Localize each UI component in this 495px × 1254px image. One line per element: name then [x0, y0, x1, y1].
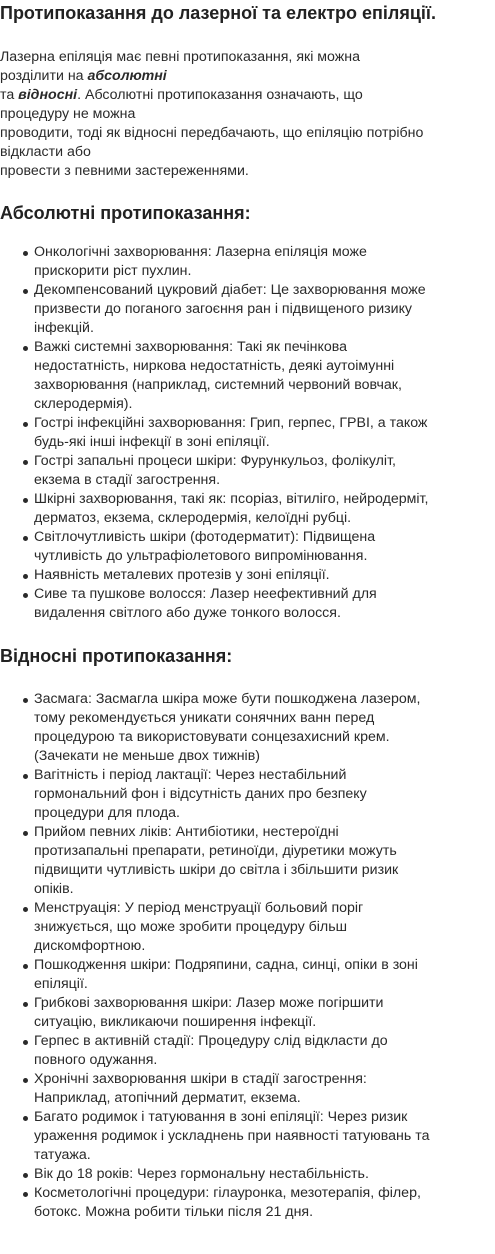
list-item-line: Грибкові захворювання шкіри: Лазер може погіршити: [34, 995, 384, 1011]
list-item-line: дискомфортною.: [34, 938, 146, 954]
bullet-icon: [23, 1192, 28, 1197]
bullet-icon: [23, 422, 28, 427]
list-item-line: Засмага: Засмагла шкіра може бути пошкоджена лазером,: [34, 691, 421, 707]
bullet-icon: [23, 1116, 28, 1121]
list-item: [34, 690, 495, 766]
list-item-line: Сиве та пушкове волосся: Лазер неефективний для: [34, 586, 377, 602]
list-item-line: Менструація: У період менструації больовий поріг: [34, 900, 364, 916]
list-item-line: знижується, що може зробити процедуру більш: [34, 919, 347, 935]
list-item-line: Гострі запальні процеси шкіри: Фурункульоз, фолікуліт,: [34, 453, 396, 469]
list-item-line: ботокс. Можна робити тільки після 21 дня.: [34, 1204, 314, 1220]
list-item: [34, 452, 495, 490]
list-item-line: Герпес в активній стадії: Процедуру слід відкласти до: [34, 1033, 388, 1049]
bullet-icon: [23, 1002, 28, 1007]
list-item-text: [34, 490, 495, 528]
bullet-icon: [23, 289, 28, 294]
list-item-line: недостатність, ниркова недостатність, деякі аутоімунні: [34, 358, 395, 374]
list-item-text: [34, 528, 495, 566]
intro-paragraph: [0, 48, 495, 181]
bullet-icon: [23, 831, 28, 836]
list-item: [34, 1184, 495, 1222]
list-item-line: Онкологічні захворювання: Лазерна епіляція може: [34, 244, 367, 260]
list-item-line: Хронічні захворювання шкіри в стадії загострення:: [34, 1071, 367, 1087]
list-item-text: [34, 1165, 495, 1184]
list-item-line: Вагітність і період лактації: Через нестабільний: [34, 767, 347, 783]
list-item-line: татуажа.: [34, 1147, 91, 1163]
list-item-text: [34, 766, 495, 823]
list-item-line: Косметологічні процедури: гілауронка, мезотерапія, філер,: [34, 1185, 421, 1201]
bullet-icon: [23, 1040, 28, 1045]
list-item-line: прискорити ріст пухлин.: [34, 263, 192, 279]
list-item-line: ситуацію, викликаючи поширення інфекції.: [34, 1014, 317, 1030]
list-item: [34, 528, 495, 566]
list-item-text: [34, 452, 495, 490]
intro-line: проводити, тоді як відносні передбачають, що епіляцію потрібно: [0, 125, 424, 141]
list-item-text: [34, 281, 495, 338]
bullet-icon: [23, 774, 28, 779]
list-item-text: [34, 243, 495, 281]
absolute-contraindications-heading: Абсолютні протипоказання:: [0, 203, 251, 223]
list-item-line: процедури для плода.: [34, 805, 180, 821]
bullet-icon: [23, 498, 28, 503]
list-item-line: повного одужання.: [34, 1052, 158, 1068]
list-item: [34, 1032, 495, 1070]
bullet-icon: [23, 574, 28, 579]
list-item: [34, 490, 495, 528]
list-item-line: епіляції.: [34, 976, 88, 992]
intro-line: провести з певними застереженнями.: [0, 163, 249, 179]
list-item: [34, 1070, 495, 1108]
bullet-icon: [23, 593, 28, 598]
bullet-icon: [23, 1078, 28, 1083]
list-item-text: [34, 585, 495, 623]
list-item: [34, 766, 495, 823]
list-item-line: протизапальні препарати, ретиноїди, діуретики можуть: [34, 843, 397, 859]
list-item-line: гормональний фон і відсутність даних про безпеку: [34, 786, 367, 802]
bullet-icon: [23, 907, 28, 912]
list-item: [34, 414, 495, 452]
intro-line: Лазерна епіляція має певні протипоказання, які можна: [0, 49, 361, 65]
list-item-line: захворювання (наприклад, системний червоний вовчак,: [34, 377, 402, 393]
list-item: [34, 899, 495, 956]
list-item-line: будь-які інші інфекції в зоні епіляції.: [34, 434, 270, 450]
list-item-line: Пошкодження шкіри: Подряпини, садна, синці, опіки в зоні: [34, 957, 418, 973]
bullet-icon: [23, 346, 28, 351]
list-item: [34, 338, 495, 414]
list-item-line: інфекцій.: [34, 320, 94, 336]
list-item-line: склеродермія).: [34, 396, 133, 412]
bullet-icon: [23, 964, 28, 969]
list-item-line: Наявність металевих протезів у зоні епіляції.: [34, 567, 330, 583]
list-item-text: [34, 899, 495, 956]
bullet-icon: [23, 251, 28, 256]
list-item-line: дерматоз, екзема, склеродермія, келоїдні рубці.: [34, 510, 352, 526]
list-item: [34, 956, 495, 994]
list-item: [34, 823, 495, 899]
list-item-line: Декомпенсований цукровий діабет: Це захворювання може: [34, 282, 426, 298]
list-item-text: [34, 956, 495, 994]
list-item: [34, 566, 495, 585]
list-item-text: [34, 1184, 495, 1222]
bullet-icon: [23, 536, 28, 541]
intro-line: [0, 67, 495, 86]
list-item-line: Прийом певних ліків: Антибіотики, нестероїдні: [34, 824, 339, 840]
list-item-line: Шкірні захворювання, такі як: псоріаз, вітиліго, нейродерміт,: [34, 491, 429, 507]
list-item-line: опіків.: [34, 881, 74, 897]
list-item: [34, 585, 495, 623]
intro-text: та: [0, 87, 19, 103]
list-item-text: [34, 1108, 495, 1165]
intro-line: відкласти або: [0, 144, 91, 160]
intro-text: розділити на: [0, 68, 88, 84]
list-item-text: [34, 1070, 495, 1108]
list-item-line: екзема в стадії загострення.: [34, 472, 221, 488]
list-item-line: ураження родимок і ускладнень при наявності татуювань та: [34, 1128, 430, 1144]
list-item-text: [34, 994, 495, 1032]
list-item-line: процедурою та використовувати сонцезахисний крем.: [34, 729, 390, 745]
list-item-line: тому рекомендується уникати сонячних ванн перед: [34, 710, 375, 726]
list-item-text: [34, 338, 495, 414]
list-item-text: [34, 823, 495, 899]
intro-text: . Абсолютні протипоказання означають, що: [77, 87, 363, 103]
list-item-line: Гострі інфекційні захворювання: Грип, герпес, ГРВІ, а також: [34, 415, 428, 431]
list-item-line: (Зачекати не меньше двох тижнів): [34, 748, 260, 764]
list-item-line: чутливість до ультрафіолетового випромінювання.: [34, 548, 368, 564]
list-item-text: [34, 414, 495, 452]
list-item: [34, 994, 495, 1032]
absolute-contraindications-list: [0, 243, 495, 623]
list-item: [34, 1108, 495, 1165]
intro-emphasis-relative: відносні: [18, 87, 78, 103]
list-item: [34, 243, 495, 281]
page-title: Протипоказання до лазерної та електро епіляції.: [0, 3, 436, 23]
list-item-text: [34, 690, 495, 766]
relative-contraindications-heading: Відносні протипоказання:: [0, 646, 233, 666]
bullet-icon: [23, 698, 28, 703]
list-item-line: видалення світлого або дуже тонкого волосся.: [34, 605, 341, 621]
list-item-line: підвищити чутливість шкіри до світла і збільшити ризик: [34, 862, 399, 878]
list-item-text: [34, 1032, 495, 1070]
bullet-icon: [23, 1173, 28, 1178]
relative-contraindications-list: [0, 690, 495, 1222]
list-item-line: Вік до 18 років: Через гормональну нестабільність.: [34, 1166, 369, 1182]
list-item-line: Важкі системні захворювання: Такі як печінкова: [34, 339, 348, 355]
intro-line: [0, 86, 495, 105]
list-item: [34, 281, 495, 338]
list-item: [34, 1165, 495, 1184]
list-item-text: [34, 566, 495, 585]
list-item-line: призвести до поганого загоєння ран і підвищеного ризику: [34, 301, 413, 317]
list-item-line: Наприклад, атопічний дерматит, екзема.: [34, 1090, 301, 1106]
intro-emphasis-absolute: абсолютні: [87, 68, 167, 84]
intro-line: процедуру не можна: [0, 106, 136, 122]
bullet-icon: [23, 460, 28, 465]
list-item-line: Багато родимок і татуювання в зоні епіляції: Через ризик: [34, 1109, 408, 1125]
list-item-line: Світлочутливість шкіри (фотодерматит): Підвищена: [34, 529, 376, 545]
